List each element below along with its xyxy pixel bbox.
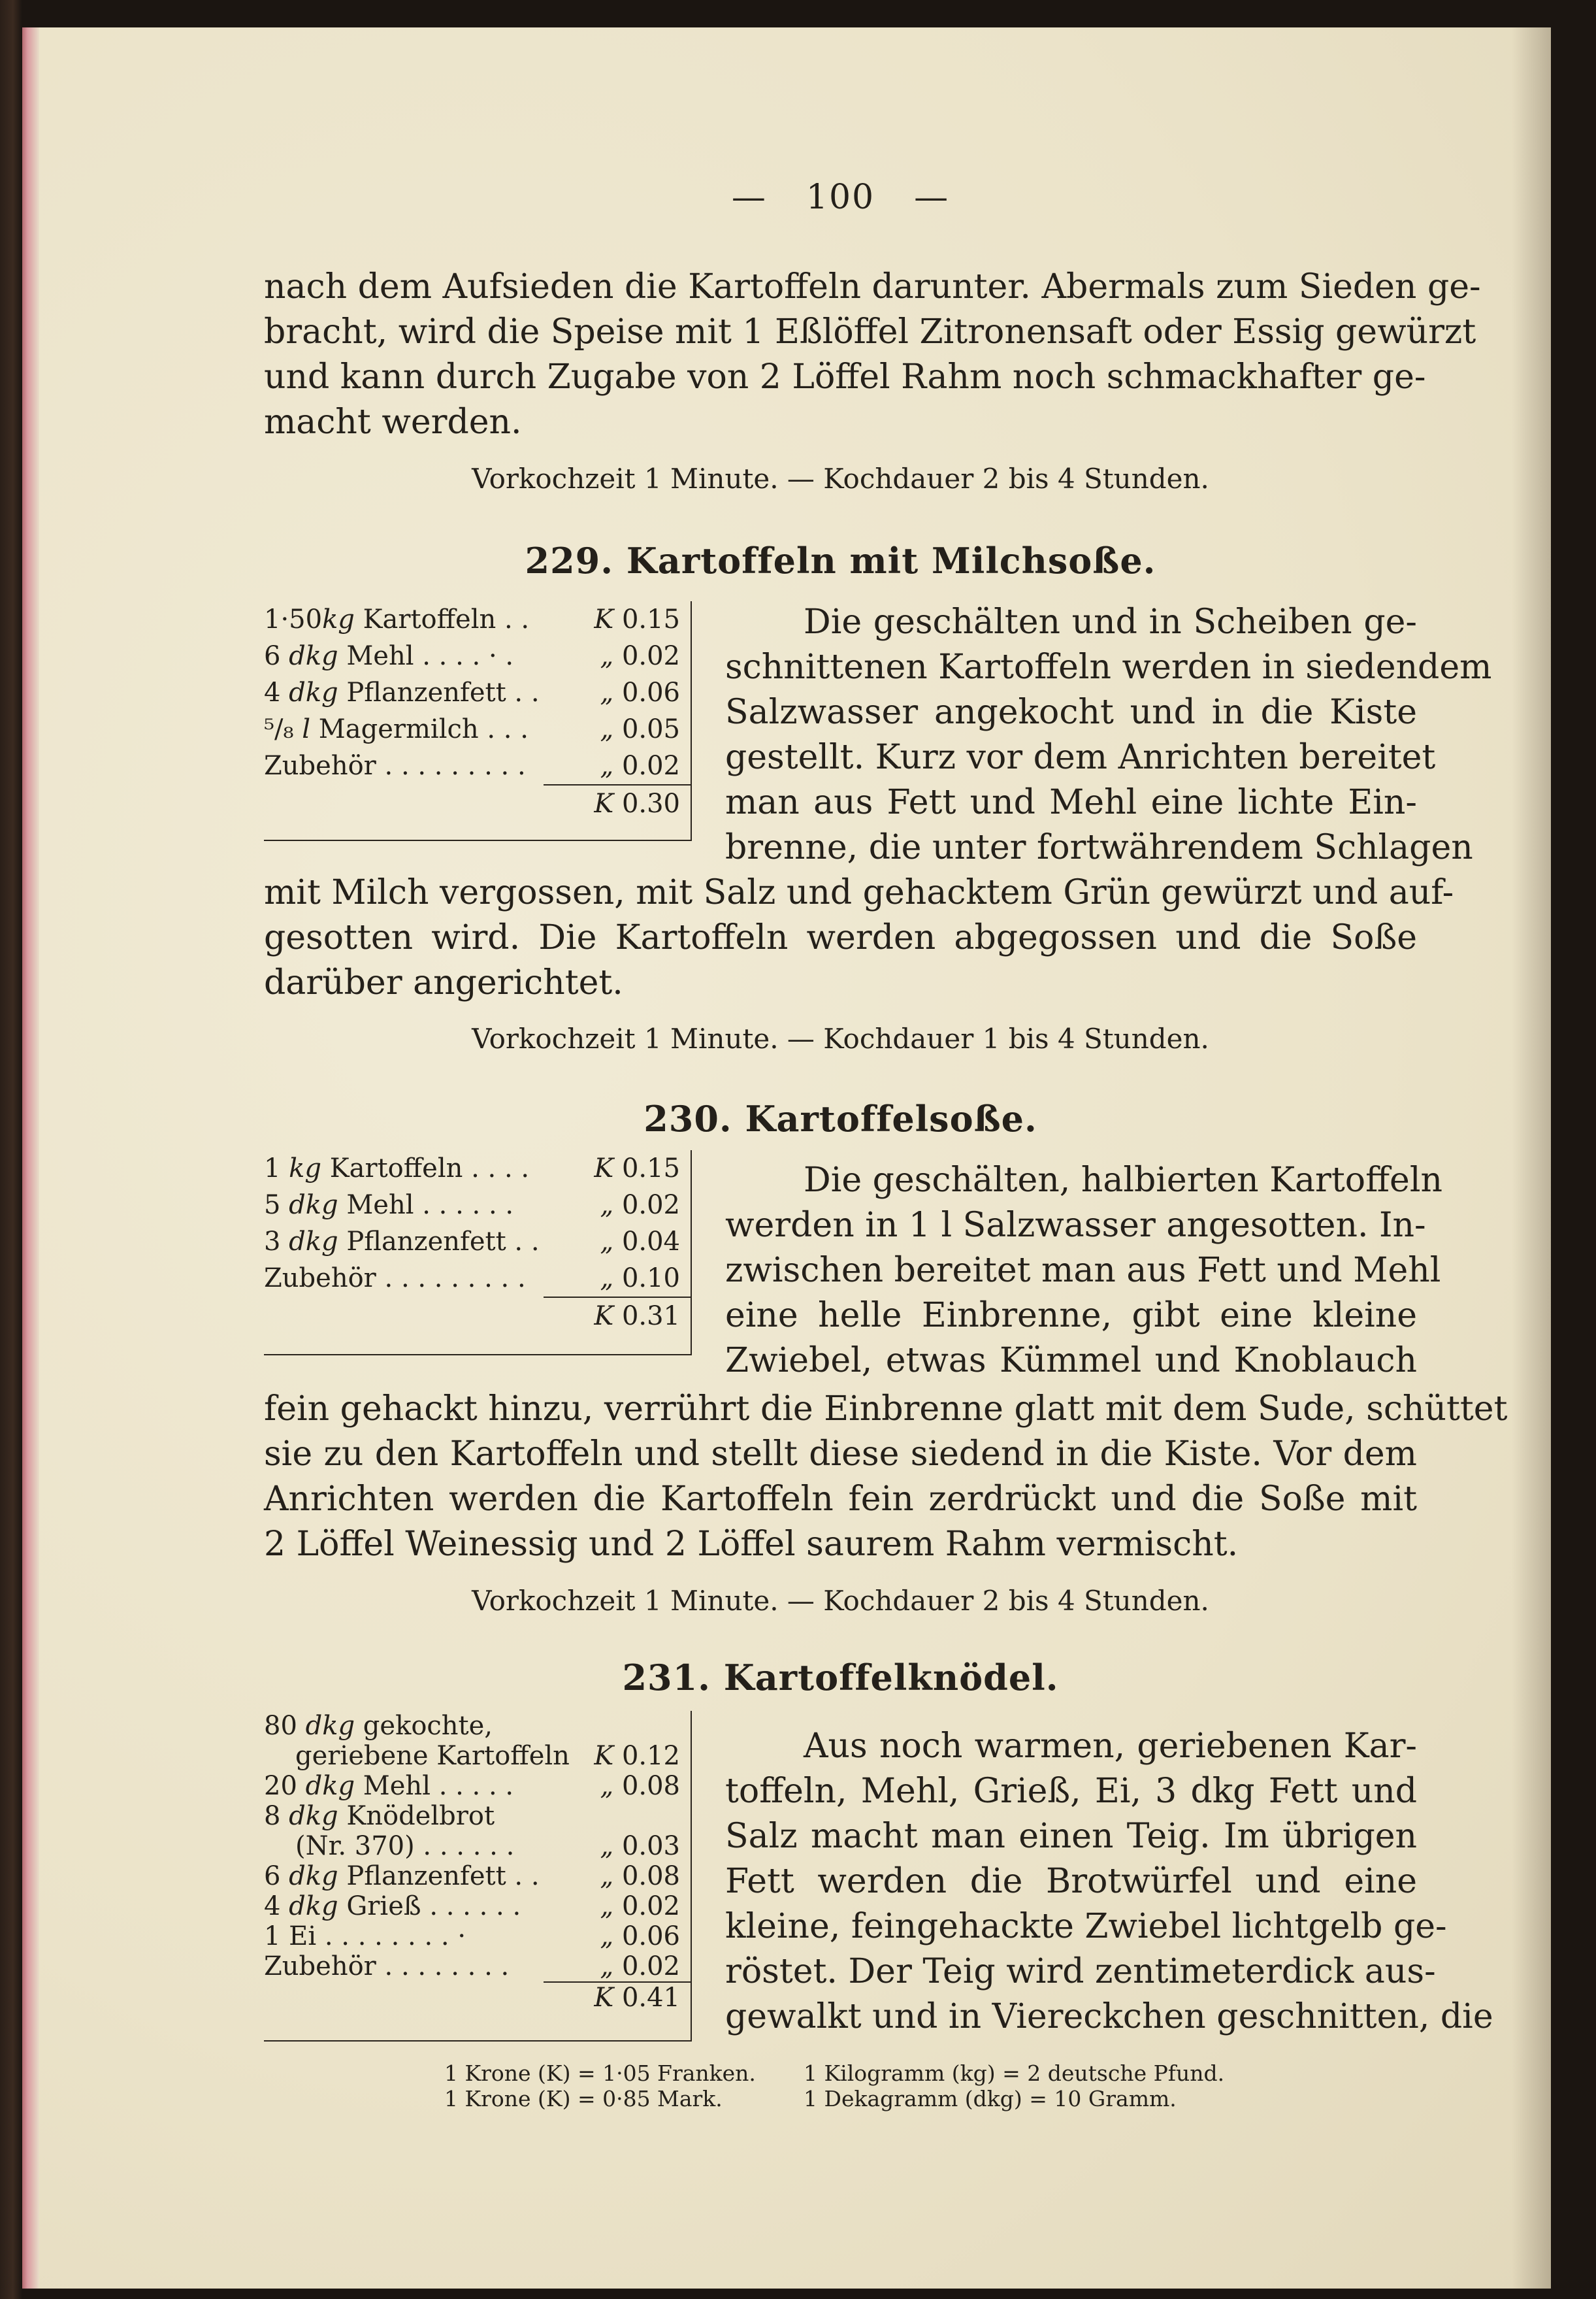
recipe-text-column: Aus noch warmen, geriebenen Kar- toffeln, Mehl, Grieß, Ei, 3 dkg Fett und Salz macht man einen Teig. Im übrigen Fett werden die Brotwürfel und eine kleine, feingehackte Zwiebel lichtgelb ge- röstet. Der Teig wird zentimeterdick aus- gewalkt und in Viereckchen geschnitten, die <box>725 1727 1493 2036</box>
gutter-shadow <box>1512 27 1551 2289</box>
ingredient-row: 1 kg Kartoffeln . . . . K 0.15 <box>264 1153 680 1183</box>
footnote-currency: 1 Krone (K) = 1·05 Franken. 1 Krone (K) = 0·85 Mark. <box>444 2060 756 2111</box>
cooking-time-note: Vorkochzeit 1 Minute. — Kochdauer 1 bis 4 Stunden. <box>472 1023 1209 1055</box>
table-rule <box>264 2040 692 2042</box>
text-line: nach dem Aufsieden die Kartoffeln darunter. Abermals zum Sieden ge- <box>264 267 1481 306</box>
recipe-text-column: Die geschälten und in Scheiben ge- schnittenen Kartoffeln werden in siedendem Salzwasser angekocht und in die Kiste gestellt. Kurz vor dem Anrichten bereitet man aus Fett und Mehl eine lichte Ein- brenne, die unter fortwährendem Schlagen <box>725 603 1492 867</box>
ingredient-row: geriebene Kartoffeln K 0.12 <box>295 1741 680 1771</box>
ingredient-row: Zubehör . . . . . . . . „ 0.02 <box>264 1951 680 1981</box>
ingredient-row: Zubehör . . . . . . . . . „ 0.10 <box>264 1263 680 1293</box>
ingredient-row: Zubehör . . . . . . . . . „ 0.02 <box>264 751 680 781</box>
ingredient-row: ⁵/₈ l Magermilch . . . „ 0.05 <box>264 714 680 744</box>
ingredient-list <box>264 1150 692 1359</box>
ingredient-list <box>264 1711 692 2044</box>
page-number-value: 100 <box>806 178 875 217</box>
ingredient-row: 1 Ei . . . . . . . . · „ 0.06 <box>264 1921 680 1951</box>
ingredient-row: 5 dkg Mehl . . . . . . „ 0.02 <box>264 1190 680 1220</box>
ingredient-row: 3 dkg Pflanzenfett . . „ 0.04 <box>264 1227 680 1257</box>
ingredient-row: 6 dkg Mehl . . . . · . „ 0.02 <box>264 641 680 671</box>
ingredient-row: 4 dkg Grieß . . . . . . „ 0.02 <box>264 1891 680 1921</box>
recipe-text-column: Die geschälten, halbierten Kartoffeln werden in 1 l Salzwasser angesotten. In- zwischen bereitet man aus Fett und Mehl eine helle Einbrenne, gibt eine kleine Zwiebel, etwas Kümmel und Knoblauch <box>725 1161 1442 1380</box>
recipe-title: 231. Kartoffelknödel. <box>622 1657 1059 1698</box>
page-edge <box>22 27 39 2289</box>
ingredient-list <box>264 601 692 843</box>
recipe-title: 230. Kartoffelsoße. <box>643 1098 1037 1140</box>
recipe-text-full: mit Milch vergossen, mit Salz und gehacktem Grün gewürzt und auf- gesotten wird. Die Kartoffeln werden abgegossen und die Soße darüber angerichtet. <box>264 873 1454 1002</box>
recipe-text-full: fein gehackt hinzu, verrührt die Einbrenne glatt mit dem Sude, schüttet sie zu den Kartoffeln und stellt diese siedend in die Kiste. Vor dem Anrichten werden die Kartoffeln fein zerdrückt und die Soße mit 2 Löffel Weinessig und 2 Löffel saurem Rahm vermischt. <box>264 1389 1508 1564</box>
ingredient-total: K 0.31 <box>544 1297 692 1334</box>
ingredient-total: K 0.41 <box>544 1981 692 2013</box>
recipe-title: 229. Kartoffeln mit Milchsoße. <box>525 540 1156 582</box>
ingredient-row: 1·50kg Kartoffeln . . K 0.15 <box>264 604 680 635</box>
cooking-time-note: Vorkochzeit 1 Minute. — Kochdauer 2 bis 4 Stunden. <box>472 463 1209 495</box>
ingredient-row: 8 dkg Knödelbrot <box>264 1801 495 1831</box>
cooking-time-note: Vorkochzeit 1 Minute. — Kochdauer 2 bis 4 Stunden. <box>472 1585 1209 1617</box>
ingredient-row: 20 dkg Mehl . . . . . „ 0.08 <box>264 1771 680 1801</box>
intro-paragraph <box>264 265 1481 445</box>
table-rule <box>264 1354 692 1355</box>
footnote-weights: 1 Kilogramm (kg) = 2 deutsche Pfund. 1 Dekagramm (dkg) = 10 Gramm. <box>804 2060 1225 2111</box>
ingredient-row: 4 dkg Pflanzenfett . . „ 0.06 <box>264 678 680 708</box>
table-rule <box>264 840 692 841</box>
ingredient-total: K 0.30 <box>544 784 692 822</box>
page-number: — 100 — <box>731 178 950 217</box>
ingredient-row: 80 dkg gekochte, <box>264 1711 493 1741</box>
ingredient-row: 6 dkg Pflanzenfett . . „ 0.08 <box>264 1861 680 1891</box>
text-line: und kann durch Zugabe von 2 Löffel Rahm noch schmackhafter ge- <box>264 357 1426 397</box>
text-line: bracht, wird die Speise mit 1 Eßlöffel Zitronensaft oder Essig gewürzt <box>264 312 1476 352</box>
text-line: macht werden. <box>264 403 522 442</box>
ingredient-row: (Nr. 370) . . . . . . „ 0.03 <box>295 1831 680 1861</box>
